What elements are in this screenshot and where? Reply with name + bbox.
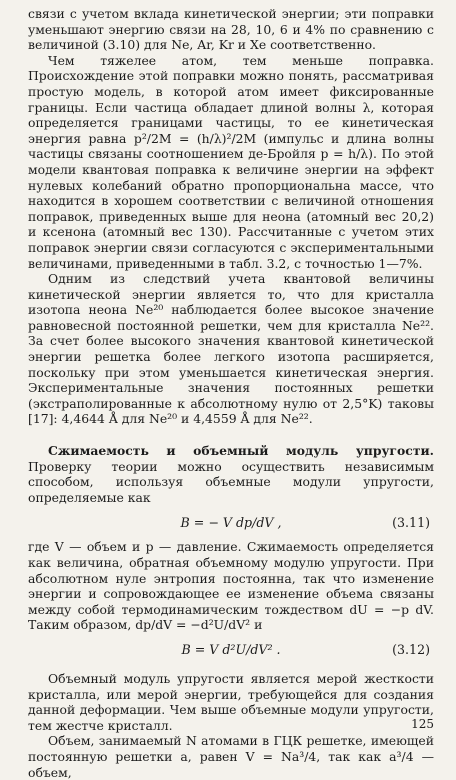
equation-3-11-formula: B = − V dp/dV , bbox=[180, 514, 282, 530]
equation-3-12 bbox=[28, 633, 434, 667]
section-text: Проверку теории можно осуществить независимым способом, используя объемные модули упругости, определяемые как bbox=[28, 458, 434, 505]
equation-3-12-number: (3.12) bbox=[392, 642, 430, 658]
paragraph-2: Чем тяжелее атом, тем меньше поправка. Происхождение этой поправки можно понять, рассматривая простую модель, в которой атом имеет фиксированные границы. Если частица обладает длиной волны λ, которая определяется границами частицы, то ее кинетическая энергия равна p²/2M = (h/λ)²/2M (импульс и длина волны частицы связаны соотношением де-Бройля p = h/λ). По этой модели квантовая поправка к величине энергии на эффект нулевых колебаний обратно пропорциональна массе, что находится в хорошем соответствии с величиной отношения поправок, приведенных выше для неона (атомный вес 20,2) и ксенона (атомный вес 130). Рассчитанные с учетом этих поправок энергии связи согласуются с экспериментальными величинами, приведенными в табл. 3.2, с точностью 1—7%. bbox=[28, 52, 434, 271]
page-number: 125 bbox=[411, 717, 434, 731]
section-compressibility bbox=[28, 443, 434, 505]
paragraph-bulk-modulus: Объемный модуль упругости является мерой жесткости кристалла, или мерой энергии, требующейся для создания данной деформации. Чем выше объемные модули упругости, тем жестче кристалл. bbox=[28, 670, 434, 733]
section-heading: Сжимаемость и объемный модуль упругости. bbox=[48, 443, 434, 459]
paragraph-after-equation-3-11: где V — объем и p — давление. Сжимаемость определяется как величина, обратная объемному модулю упругости. При абсолютном нуле энтропия постоянна, так что изменение энергии и сопровождающее ее изменение объема связаны между собой термодинамическим тождеством dU = −p dV. Таким образом, dp/dV = −d²U/dV² и bbox=[28, 539, 434, 633]
paragraph-volume: Объем, занимаемый N атомами в ГЦК решетке, имеющей постоянную решетки a, равен V = Na³/4, так как a³/4 — объем, bbox=[28, 733, 434, 780]
equation-3-11 bbox=[28, 505, 434, 539]
equation-3-11-number: (3.11) bbox=[392, 514, 430, 530]
paragraph-1: связи с учетом вклада кинетической энергии; эти поправки уменьшают энергию связи на 28, 10, 6 и 4% по сравнению с величиной (3.10) для Ne, Ar, Kr и Xe соответственно. bbox=[28, 6, 434, 53]
paragraph-3: Одним из следствий учета квантовой величины кинетической энергии является то, что для кристалла изотопа неона Ne²⁰ наблюдается более высокое значение равновесной постоянной решетки, чем для кристалла Ne²². За счет более высокого значения квантовой кинетической энергии решетка более легкого изотопа расширяется, поскольку при этом уменьшается кинетическая энергия. Экспериментальные значения постоянных решетки (экстраполированные к абсолютному нулю от 2,5°K) таковы [17]: 4,4644 Å для Ne²⁰ и 4,4559 Å для Ne²². bbox=[28, 271, 434, 427]
equation-3-12-formula: B = V d²U/dV² . bbox=[181, 642, 281, 658]
